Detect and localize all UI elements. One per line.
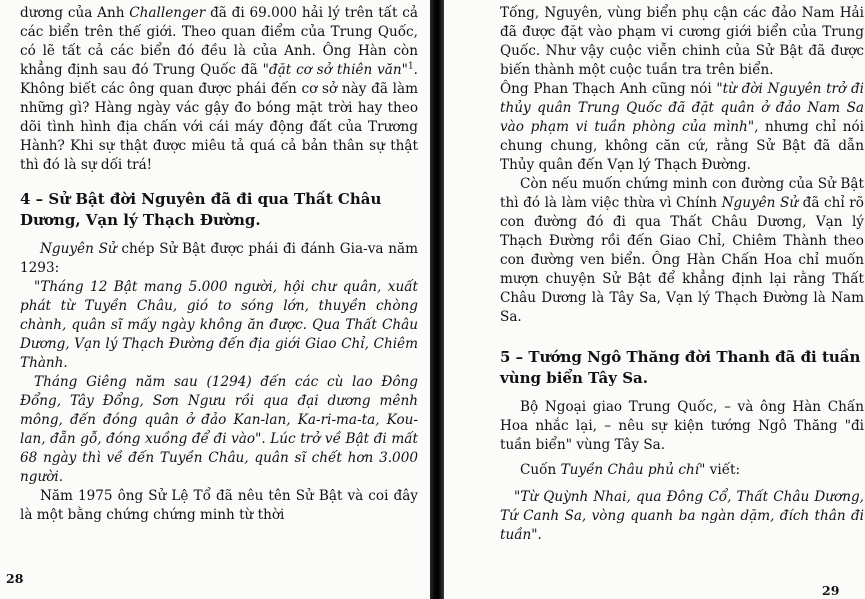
paragraph-5: Cuốn Tuyền Châu phủ chí" viết: [520, 462, 741, 478]
section-heading-5: 5 – Tướng Ngô Thăng đời Thanh đã đi tuần vùng biển Tây Sa. [500, 348, 861, 387]
left-page-text [20, 4, 418, 525]
page-number-left: 28 [6, 571, 24, 586]
quote-block-2: Tháng Giêng năm sau (1294) đến các cù lao Đông Đổng, Tây Đổng, Sơn Ngưu rồi qua đại dương mênh mông, đến đóng quân ở đảo Kan-lan, Ka-ri-ma-ta, Kou-lan, đẵn gỗ, đóng xuồng để đi vào". Lúc trở về Bật đi mất 68 ngày thì về đến Tuyền Châu, quân sĩ chết hơn 3.000 người. [20, 374, 418, 485]
paragraph-4: Bộ Ngoại giao Trung Quốc, – và ông Hàn Chấn Hoa nhắc lại, – nêu sự kiện tướng Ngô Thăng "đi tuần biển" vùng Tây Sa. [500, 399, 864, 453]
page-number-right: 29 [822, 583, 840, 598]
book-gutter [430, 0, 444, 599]
paragraph-last: Năm 1975 ông Sử Lệ Tổ đã nêu tên Sử Bật và coi đây là một bằng chứng chứng minh từ thời [20, 488, 418, 523]
quote-block-1: "Tháng 12 Bật mang 5.000 người, hội chư quân, xuất phát từ Tuyền Châu, gió to sóng lớn, thuyền chòng chành, quân sĩ mấy ngày không ăn được. Qua Thất Châu Dương, Vạn lý Thạch Đường đến địa giới Giao Chỉ, Chiêm Thành. [20, 279, 418, 371]
right-page [444, 0, 865, 599]
section-heading-4: 4 – Sử Bật đời Nguyên đã đi qua Thất Châu Dương, Vạn lý Thạch Đường. [20, 190, 382, 229]
paragraph-1: Tống, Nguyên, vùng biển phụ cận các đảo Nam Hải đã được đặt vào phạm vi cương giới biển của Trung Quốc. Như vậy cuộc viễn chinh của Sử Bật đã được biến thành một cuộc tuần tra trên biển. [500, 5, 864, 78]
paragraph-3: Còn nếu muốn chứng minh con đường của Sử Bật thì đó là làm việc thừa vì Chính Nguyên Sử đã chỉ rõ con đường đó đi qua Thất Châu Dương, Vạn lý Thạch Đường rồi đến Giao Chỉ, Chiêm Thành theo con đường ven biển. Ông Hàn Chấn Hoa chỉ muốn mượn chuyện Sử Bật để khẳng định lại rằng Thất Châu Dương là Tây Sa, Vạn lý Thạch Đường là Nam Sa. [500, 176, 864, 325]
paragraph-intro: Nguyên Sử chép Sử Bật được phái đi đánh Gia-va năm 1293: [20, 241, 418, 276]
paragraph-continued: dương của Anh Challenger đã đi 69.000 hải lý trên tất cả các biển trên thế giới. Theo quan điểm của Trung Quốc, có lẽ tất cả các biển đó đều là của Anh. Ông Hàn còn khẳng định sau đó Trung Quốc đã "đặt cơ sở thiên văn"$^1$. Không biết các ông quan được phái đến cơ sở này đã làm những gì? Hàng ngày vác gậy đo bóng mặt trời hay theo dõi tình hình địa chấn với cái máy động đất của Trương Hành? Khi sự thật được miêu tả quá cả bản thân sự thật thì đó là sự dối trá! [20, 5, 418, 173]
paragraph-2: Ông Phan Thạch Anh cũng nói "từ đời Nguyên trở đi thủy quân Trung Quốc đã đặt quân ở đảo Nam Sa vào phạm vi tuần phòng của mình", nhưng chỉ nói chung chung, không căn cứ, rằng Sử Bật đã dẫn Thủy quân đến Vạn lý Thạch Đường. [500, 81, 865, 173]
footnote-marker: 1 [407, 61, 414, 72]
left-page [0, 0, 432, 599]
quote-block-3: "Từ Quỳnh Nhai, qua Đông Cổ, Thất Châu Dương, Tứ Canh Sa, vòng quanh ba ngàn dặm, đích thân đi tuần". [500, 489, 864, 543]
right-page-text [500, 4, 864, 545]
